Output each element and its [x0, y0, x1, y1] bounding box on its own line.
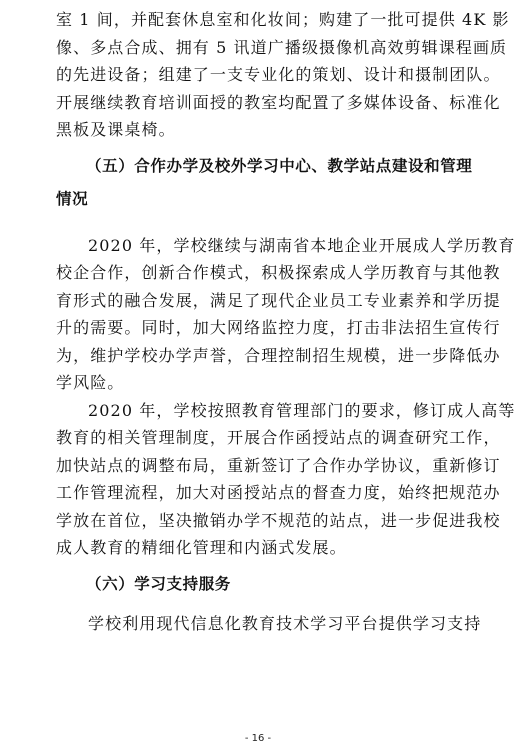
- text-line: 像、多点合成、拥有 5 讯道广播级摄像机高效剪辑课程画质: [56, 37, 508, 57]
- document-page: [56, 6, 516, 637]
- paragraph-management: [56, 397, 516, 562]
- text-line: 2020 年，学校继续与湖南省本地企业开展成人学历教育: [88, 235, 516, 255]
- text-line: 室 1 间，并配套休息室和化妆间；购建了一批可提供 4K 影: [56, 10, 510, 29]
- paragraph-facilities: [56, 6, 510, 144]
- text-line: 升的需要。同时，加大网络监控力度，打击非法招生宣传行: [56, 318, 501, 337]
- text-line: 育形式的融合发展，满足了现代企业员工专业素养和学历提: [56, 290, 501, 310]
- text-line: 加快站点的调整布局，重新签订了合作办学协议，重新修订: [56, 455, 501, 475]
- text-line: 成人教育的精细化管理和内涵式发展。: [56, 538, 347, 557]
- text-line: 学放在首位，坚决撤销办学不规范的站点，进一步促进我校: [56, 510, 501, 530]
- heading-line: （六）学习支持服务: [86, 574, 231, 593]
- paragraph-cooperation: [56, 232, 516, 397]
- paragraph-support: [56, 610, 482, 638]
- section-heading-5: [56, 148, 474, 214]
- text-line: 教育的相关管理制度，开展合作函授站点的调查研究工作，: [56, 428, 501, 447]
- text-line: 工作管理流程，加大对函授站点的督查力度，始终把规范办: [56, 483, 501, 502]
- heading-line: （五）合作办学及校外学习中心、教学站点建设和管理: [86, 156, 473, 175]
- text-line: 黑板及课桌椅。: [56, 120, 176, 139]
- page-number: - 16 -: [244, 733, 272, 744]
- text-line: 为，维护学校办学声誉，合理控制招生规模，进一步降低办: [56, 345, 501, 365]
- text-line: 学风险。: [56, 373, 125, 392]
- text-line: 学校利用现代信息化教育技术学习平台提供学习支持: [88, 613, 482, 633]
- heading-line: 情况: [56, 189, 89, 208]
- text-line: 的先进设备；组建了一支专业化的策划、设计和摄制团队。: [56, 65, 501, 84]
- text-line: 开展继续教育培训面授的教室均配置了多媒体设备、标准化: [56, 92, 501, 112]
- text-line: 校企合作，创新合作模式，积极探索成人学历教育与其他教: [56, 263, 501, 282]
- section-heading-6: [56, 566, 474, 602]
- text-line: 2020 年，学校按照教育管理部门的要求，修订成人高等: [88, 400, 516, 420]
